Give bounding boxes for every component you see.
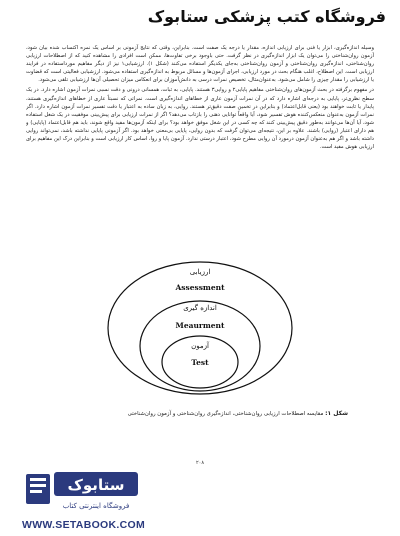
logo-title: ستابوک (67, 476, 125, 494)
paragraph-2: در مفهوم برگرفته در بحث آزمون‌های روان‌شناختی مفاهیم پایایی۲ و روایی۳ هستند. پایایی، به ثبات، همسانی درونی و دقت نسبی نمرات آزمون اشاره دارد. در یک سطح نظری‌تر، پایایی به درجه‌ای اشاره دارد که در آن نمرات آزمون عاری از خطاهای اندازه‌گیری است. نمراتی که نسبتاً عاری از خطاهای اندازه‌گیری هستند، پایدار یا ثابت خواهند بود (یعنی قابل‌اعتماد) و بنابراین در تخمین صفت دقیق‌تر هستند. روایی، به زبان ساده به اعتبار یا دقت تفسیر نمرات آزمون اشاره دارد. اگر نمرات آزمون به‌عنوان منعکس‌کننده هوش تفسیر شود، آیا واقعاً توانایی ذهنی را بازتاب می‌دهد؟ اگر از نمرات ارزیابی برای پیش‌بینی موفقیت در یک شغل استفاده شود، آیا آن‌ها می‌توانند به‌طور دقیق پیش‌بینی کنند که چه کسی در این شغل موفق خواهد بود؟ برای اینکه آزمون‌ها مفید واقع شوند، باید هم قابل‌اعتماد (پایایی) و هم دارای اعتبار (روایی) باشند. علاوه بر این، نتیجه‌ای می‌توان گرفت که بدون روایی، پایایی بی‌معنی خواهد بود. اگر آزمونی پایایی نداشته باشد، نمی‌تواند روایی داشته باشد و اگر هم به‌عنوان آزمون درمورد آن روایی مطرح شود، اعتبار درستی ندارد. آزمون پایا و روا، اساس کار ارزیابی است و بنابراین درک این مفاهیم برای ارزیابی هوش مفید است. (26, 87, 374, 151)
caption-text: مقایسه اصطلاحات ارزیابی روان‌شناختی، اندازه‌گیری روان‌شناختی و آزمون روان‌شناختی (127, 411, 324, 417)
body-text (26, 44, 374, 262)
logo-subtitle: فروشگاه اینترنتی کتاب (62, 502, 130, 510)
inner-label-fa: آزمون (191, 342, 209, 350)
website-url[interactable]: WWW.SETABOOK.COM (22, 519, 146, 531)
page-number: ۲۰۸ (195, 460, 205, 466)
inner-label-en: Test (191, 358, 209, 367)
concentric-diagram (100, 258, 300, 398)
outer-label-fa: ارزیابی (189, 268, 211, 276)
header-banner (0, 0, 400, 34)
middle-label-en: Meaurment (175, 321, 225, 330)
caption-label: شکل ۱: (325, 410, 348, 417)
setabook-logo (22, 468, 142, 516)
page-title: فروشگاه کتب پزشکی ستابوک (147, 7, 386, 26)
figure-caption (48, 410, 348, 417)
outer-label-en: Assessment (175, 283, 225, 292)
paragraph-1: وسیله اندازه‌گیری، ابزار یا فنی برای ارزیابی اندازه، مقدار یا درجه یک صفت است. بنابراین، وقتی که نتایج آزمونی بر اساس یک نمره اکتساب شده بیان شود، آزمون روان‌شناختی را می‌توان یک ابزار اندازه‌گیری در نظر گرفت. حتی باوجود برخی تفاوت‌ها، ممکن است افرادی را مشاهده کنید که از اصطلاحات ارزیابی روان‌شناختی، اندازه‌گیری روان‌شناختی و آزمون روان‌شناختی به‌جای یکدیگر استفاده می‌کنند (شکل ۱). ارزشیابی۱ نیز از دیگر مفاهیم مورداستفاده در فرایند ارزیابی است. این اصطلاح، اغلب هنگام بحث در مورد ارزیابی، اجرای آزمون‌ها و مسائل مربوط به اندازه‌گیری استفاده می‌شود. ارزشیابی فعالیتی است که قضاوت یا ارزشیابی را مقدار چیزی را شامل می‌شود. به‌عنوان‌مثال، تخصیص نمرات درسی به دانش‌آموزان برای انعکاس میزان تحصیلی آن‌ها ارزشیابی تلقی می‌شود. (26, 45, 374, 84)
middle-label-fa: اندازه گیری (183, 304, 217, 312)
